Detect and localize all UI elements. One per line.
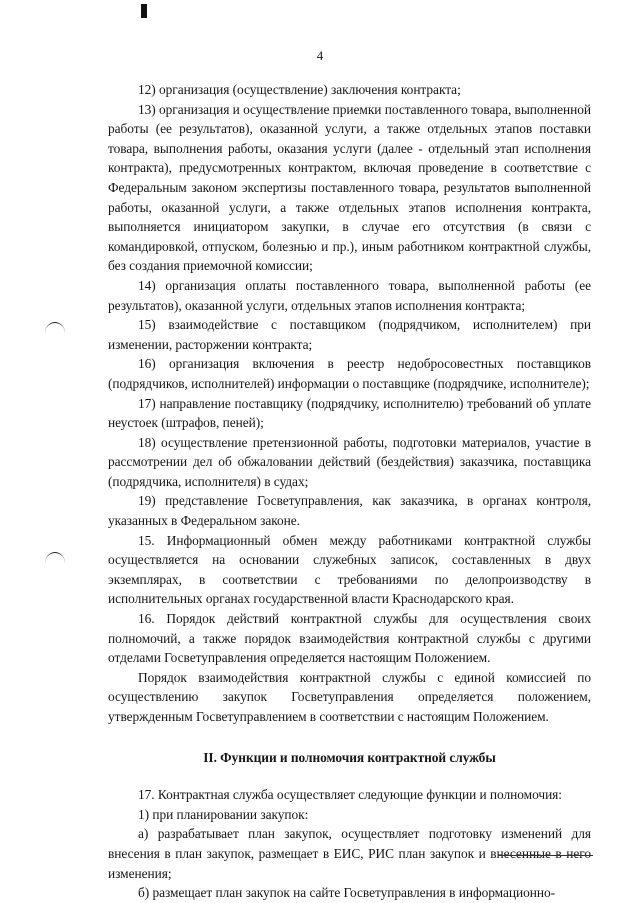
subitem-b: б) размещает план закупок на сайте Госветуправления в информационно- [138,885,556,901]
margin-binding-mark [45,322,65,333]
subitem-1: 1) при планировании закупок: [138,806,309,822]
clause-16: 16. Порядок действий контрактной службы для осуществления своих полномочий, а также порядок взаимодействия контрактной службы с другими отделами Госветуправления определяется настоящим Положением. [108,611,591,666]
margin-binding-mark [45,552,65,563]
list-item-15: 15) взаимодействие с поставщиком (подрядчиком, исполнителем) при изменении, расторжении контракта; [108,317,591,352]
subitem-a: а) разрабатывает план закупок, осуществляет подготовку изменений для внесения в план закупок, размещает в ЕИС, РИС план закупок и внесенные в него изменения; [108,826,591,881]
list-item-17: 17) направление поставщику (подрядчику, исполнителю) требований об уплате неустоек (штрафов, пеней); [108,395,591,431]
list-item-16: 16) организация включения в реестр недобросовестных поставщиков (подрядчиков, исполнителей) информации о поставщике (подрядчике, исполнителе); [108,356,591,391]
clause-16-continuation: Порядок взаимодействия контрактной службы с единой комиссией по осуществлению закупок Госветуправления определяется положением, утвержденным Госветуправлением в соответствии с настоящим Положением. [108,669,591,724]
list-item-19: 19) представление Госветуправления, как заказчика, в органах контроля, указанных в Федеральном законе. [108,493,591,529]
footer-rule [498,855,593,856]
page-number: 4 [316,48,324,63]
list-item-14: 14) организация оплаты поставленного товара, выполненной работы (ее результатов), оказанной услуги, отдельных этапов исполнения контракта; [108,277,591,313]
scan-mark [141,4,147,18]
list-item-18: 18) осуществление претензионной работы, подготовки материалов, участие в рассмотрении дел об обжаловании действий (бездействия) заказчика, поставщика (подрядчика, исполнителя) в судах; [108,434,591,489]
list-item-12: 12) организация (осуществление) заключения контракта; [138,82,461,97]
list-item-13: 13) организация и осуществление приемки поставленного товара, выполненной работы (ее результатов), оказанной услуги, а также отдельных этапов поставки товара, выполнения работы, оказания услуги (далее - отдельный этап исполнения контракта), предусмотренных контрактом, включая проведение в соответствие с Федеральным законом экспертизы поставленного товара, результатов выполненной работы, оказанной услуги, а также отдельных этапов исполнения контракта, выполняется инициатором закупки, в случае его отсутствия (в связи с командировкой, отпуском, болезнью и пр.), иным работником контрактной службы, без создания приемочной комиссии; [108,101,591,274]
document-body [108,80,591,903]
clause-15: 15. Информационный обмен между работниками контрактной службы осуществляется на основании служебных записок, составленных в двух экземплярах, в соответствии с требованиями по делопроизводству в исполнительных органах государственной власти Краснодарского края. [108,532,591,607]
clause-17: 17. Контрактная служба осуществляет следующие функции и полномочия: [138,787,562,803]
section-heading: II. Функции и полномочия контрактной службы [203,749,496,765]
